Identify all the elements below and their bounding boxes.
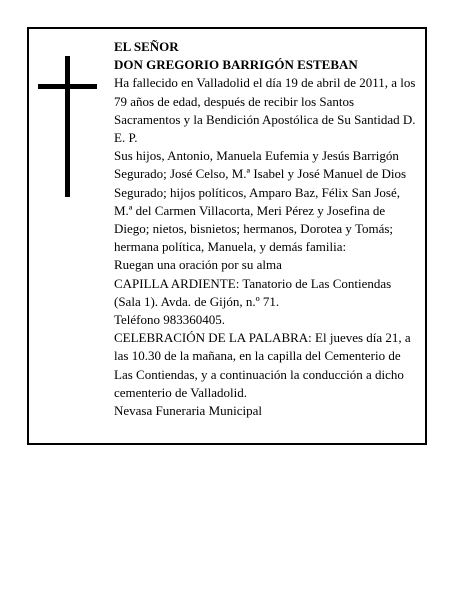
- phone-number: Teléfono 983360405.: [114, 312, 226, 328]
- cross-vertical-bar: [65, 56, 70, 197]
- chapel-info: CAPILLA ARDIENTE: Tanatorio de Las Contiendas (Sala 1). Avda. de Gijón, n.º 71.: [114, 275, 392, 309]
- ceremony-info: CELEBRACIÓN DE LA PALABRA: El jueves día 21, a las 10.30 de la mañana, en la capilla del Cementerio de Las Contiendas, y a continuación la conducción a dicho cementerio de Valladolid.: [114, 330, 411, 400]
- deceased-name: DON GREGORIO BARRIGÓN ESTEBAN: [114, 57, 358, 73]
- funeral-home: Nevasa Funeraria Municipal: [114, 403, 263, 419]
- obituary-text: [114, 38, 417, 420]
- family-list: Sus hijos, Antonio, Manuela Eufemia y Jesús Barrigón Segurado; José Celso, M.ª Isabel y José Manuel de Dios Segurado; hijos políticos, Amparo Baz, Félix San José, M.ª del Carmen Villacorta, Meri Pérez y Josefina de Diego; nietos, bisnietos; hermanos, Dorotea y Tomás; hermana política, Manuela, y demás familia:: [114, 148, 407, 255]
- prayer-request: Ruegan una oración por su alma: [114, 257, 282, 273]
- death-announcement: Ha fallecido en Valladolid el día 19 de abril de 2011, a los 79 años de edad, después de recibir los Santos Sacramentos y la Bendición Apostólica de Su Santidad D. E. P.: [114, 75, 416, 146]
- cross-horizontal-bar: [38, 84, 97, 89]
- heading-title: EL SEÑOR: [114, 39, 179, 54]
